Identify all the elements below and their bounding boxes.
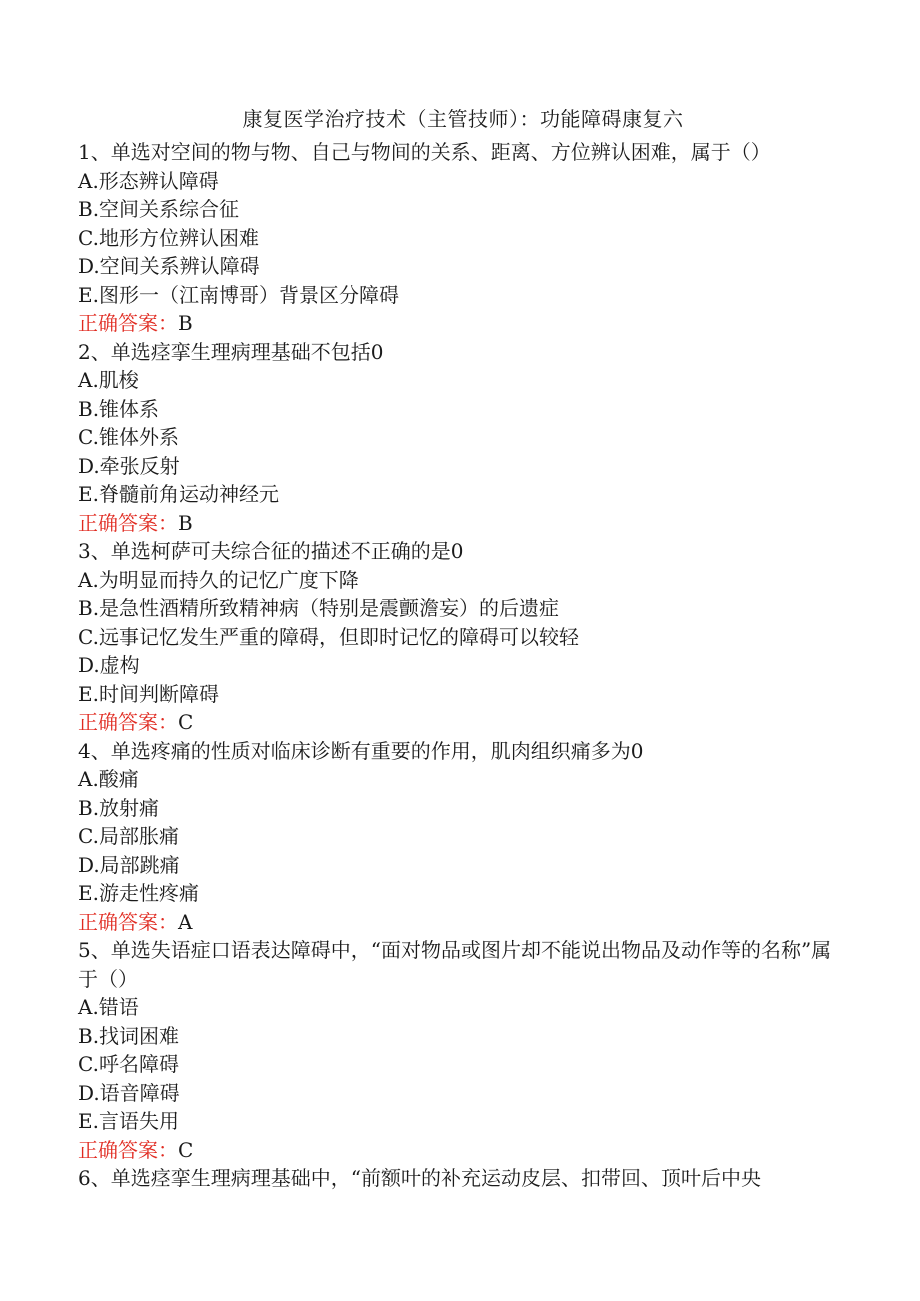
option-a: A.形态辨认障碍 [78, 168, 219, 193]
answer-label: 正确答案： [78, 311, 178, 335]
option-e: E.时间判断障碍 [78, 681, 219, 706]
option-a: A.肌梭 [78, 368, 139, 392]
option-e: E.图形一（江南博哥）背景区分障碍 [78, 282, 399, 307]
option-e: E.言语失用 [78, 1109, 179, 1133]
answer-label: 正确答案： [78, 710, 178, 734]
document-title: 康复医学治疗技术（主管技师）：功能障碍康复六 [242, 107, 684, 131]
option-b: B.找词困难 [78, 1023, 180, 1048]
answer-label: 正确答案： [78, 1137, 178, 1162]
question-stem: 6、单选痉挛生理病理基础中，“前额叶的补充运动皮层、扣带回、顶叶后中央 [78, 1166, 761, 1190]
option-d: D.局部跳痛 [78, 852, 180, 877]
option-c: C.远事记忆发生严重的障碍，但即时记忆的障碍可以较轻 [78, 624, 579, 649]
option-c: C.呼名障碍 [78, 1052, 179, 1076]
question-5 [78, 936, 838, 1164]
correct-answer [78, 509, 838, 538]
question-3 [78, 537, 838, 737]
document-page [78, 104, 838, 1193]
answer-label: 正确答案： [78, 510, 178, 535]
option-c: C.锥体外系 [78, 425, 179, 449]
correct-answer [78, 309, 838, 338]
option-a: A.为明显而持久的记忆广度下降 [78, 567, 359, 592]
option-b: B.放射痛 [78, 795, 160, 820]
question-stem: 5、单选失语症口语表达障碍中，“面对物品或图片却不能说出物品及动作等的名称”属于（） [78, 938, 832, 991]
question-stem: 3、单选柯萨可夫综合征的描述不正确的是0 [78, 539, 464, 563]
option-a: A.酸痛 [78, 767, 139, 791]
option-e: E.游走性疼痛 [78, 881, 199, 905]
option-b: B.锥体系 [78, 396, 160, 421]
option-b: B.空间关系综合征 [78, 197, 240, 221]
answer-value: B [178, 510, 193, 535]
option-c: C.地形方位辨认困难 [78, 225, 259, 250]
question-2 [78, 338, 838, 538]
correct-answer [78, 908, 838, 937]
option-a: A.错语 [78, 995, 139, 1019]
answer-value: A [178, 909, 193, 934]
question-6 [78, 1164, 838, 1193]
option-d: D.牵张反射 [78, 453, 180, 478]
answer-value: C [178, 710, 194, 734]
answer-label: 正确答案： [78, 909, 178, 934]
option-d: D.虚构 [78, 653, 140, 677]
answer-value: C [178, 1137, 194, 1162]
option-e: E.脊髓前角运动神经元 [78, 482, 279, 506]
correct-answer [78, 1136, 838, 1165]
option-d: D.语音障碍 [78, 1080, 180, 1105]
option-c: C.局部胀痛 [78, 824, 179, 848]
question-stem: 2、单选痉挛生理病理基础不包括0 [78, 339, 384, 364]
question-stem: 4、单选疼痛的性质对临床诊断有重要的作用，肌肉组织痛多为0 [78, 738, 644, 763]
question-stem: 1、单选对空间的物与物、自己与物间的关系、距离、方位辨认困难，属于（） [78, 140, 771, 164]
question-1 [78, 138, 838, 338]
answer-value: B [178, 311, 193, 335]
option-b: B.是急性酒精所致精神病（特别是震颤澹妄）的后遗症 [78, 596, 560, 620]
option-d: D.空间关系辨认障碍 [78, 254, 260, 278]
correct-answer [78, 708, 838, 737]
question-4 [78, 737, 838, 937]
